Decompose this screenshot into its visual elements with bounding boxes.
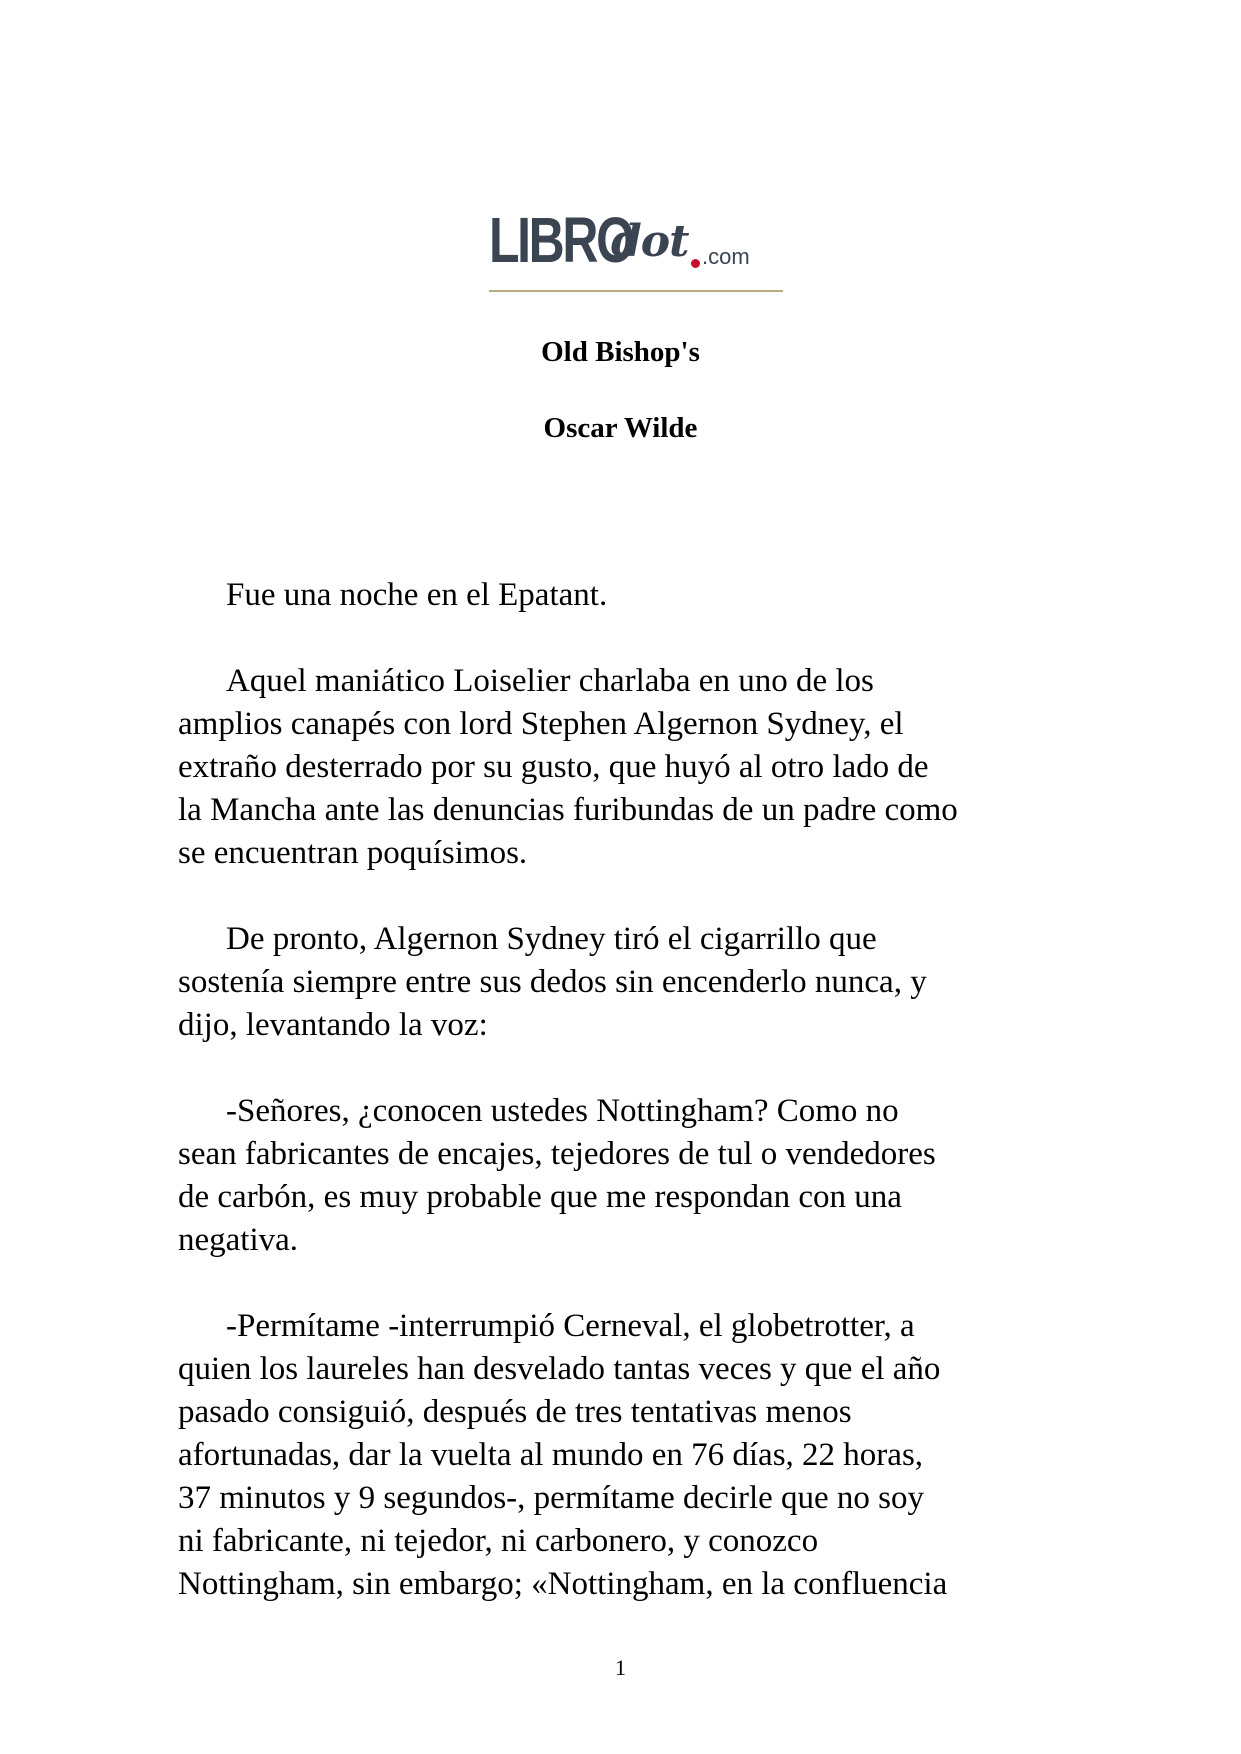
page-number: 1 [615, 1655, 626, 1680]
logo-red-dot [691, 259, 700, 268]
logo-underline [489, 290, 783, 292]
logo-libro-text: LIBRO [489, 204, 633, 276]
body-text [178, 574, 1078, 1649]
paragraph-3: De pronto, Algernon Sydney tiró el cigarrillo que sostenía siempre entre sus dedos sin encenderlo nunca, y dijo, levantando la voz: [178, 921, 927, 1043]
paragraph-4: -Señores, ¿conocen ustedes Nottingham? Como no sean fabricantes de encajes, tejedores de tul o vendedores de carbón, es muy probable que me respondan con una negativa. [178, 1093, 936, 1258]
paragraph-5: -Permítame -interrumpió Cerneval, el globetrotter, a quien los laureles han desvelado tantas veces y que el año pasado consiguió, después de tres tentativas menos afortunadas, dar la vuelta al mundo en 76 días, 22 horas, 37 minutos y 9 segundos-, permítame decirle que no soy ni fabricante, ni tejedor, ni carbonero, y conozco Nottingham, sin embargo; «Nottingham, en la confluencia [178, 1308, 948, 1602]
logo-dot-text: dot [611, 216, 689, 267]
book-author: Oscar Wilde [543, 412, 698, 444]
paragraph-1: Fue una noche en el Epatant. [226, 577, 608, 613]
logo-com-text: .com [702, 244, 750, 269]
paragraph-2: Aquel maniático Loiselier charlaba en uno de los amplios canapés con lord Stephen Algernon Sydney, el extraño desterrado por su gusto, que huyó al otro lado de la Mancha ante las denuncias furibundas de un padre como se encuentran poquísimos. [178, 663, 958, 871]
book-title: Old Bishop's [541, 336, 700, 368]
librodot-logo [489, 200, 783, 296]
